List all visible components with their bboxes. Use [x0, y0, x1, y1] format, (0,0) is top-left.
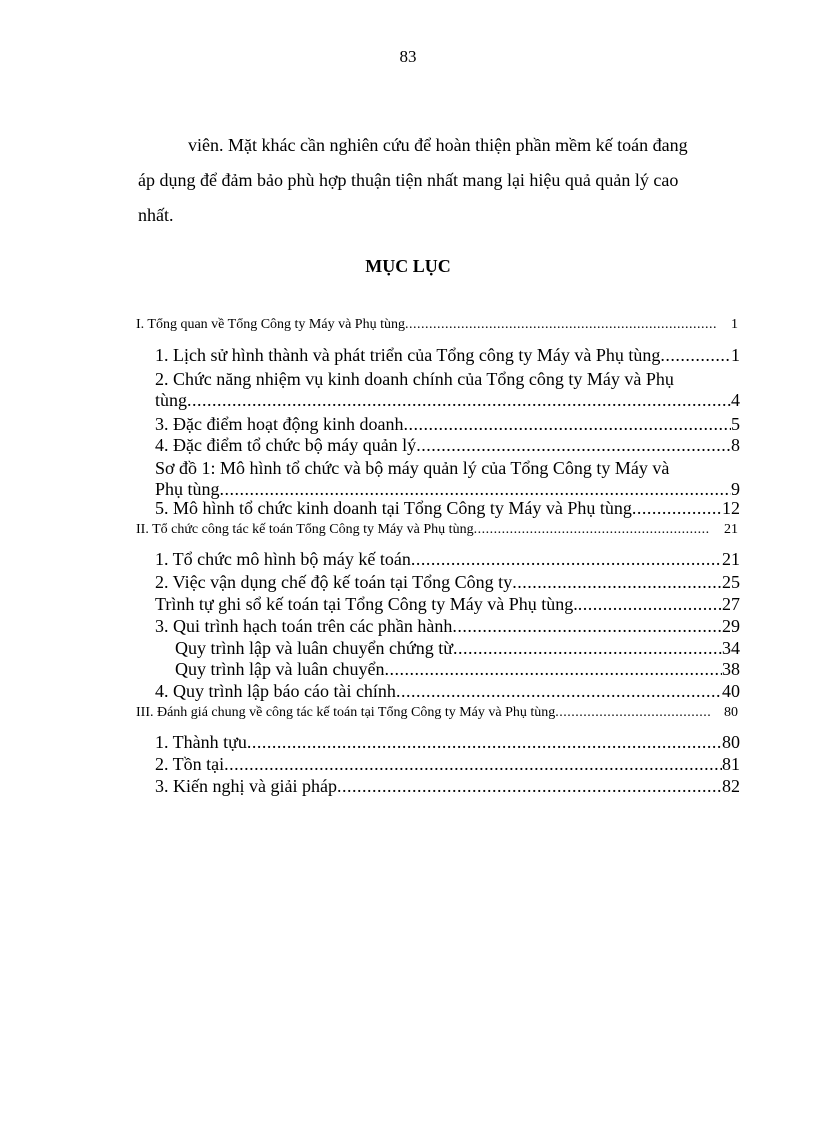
toc-leader [660, 345, 731, 366]
toc-leader [337, 776, 722, 797]
toc-label: 3. Kiến nghị và giải pháp [155, 776, 337, 796]
toc-page: 21 [724, 522, 738, 537]
toc-page: 9 [731, 479, 740, 499]
toc-label-line: tùng [155, 390, 188, 410]
intro-paragraph [138, 128, 720, 233]
toc-label-line: Phụ tùng [155, 479, 220, 499]
toc-page: 12 [722, 498, 740, 518]
toc-leader [474, 522, 710, 538]
toc-leader [416, 435, 731, 456]
toc-label: 4. Đặc điểm tổ chức bộ máy quản lý [155, 435, 417, 455]
toc-item[interactable] [155, 458, 740, 500]
toc-page: 29 [722, 616, 740, 636]
toc-leader [224, 754, 722, 775]
toc-item[interactable] [155, 616, 740, 637]
toc-item[interactable] [175, 659, 740, 680]
toc-leader [187, 390, 731, 411]
toc-section-3[interactable] [136, 705, 738, 721]
toc-section-1[interactable] [136, 317, 738, 333]
toc-label: 2. Tồn tại [155, 754, 225, 774]
toc-leader [578, 594, 722, 615]
toc-page: 27 [722, 594, 740, 614]
page-number: 83 [399, 47, 417, 66]
toc-item[interactable] [175, 638, 740, 659]
toc-label: 1. Tổ chức mô hình bộ máy kế toán [155, 549, 411, 569]
toc-leader [632, 498, 722, 519]
toc-label: 4. Quy trình lập báo cáo tài chính [155, 681, 396, 701]
toc-page: 4 [731, 390, 740, 410]
toc-label: 3. Đặc điểm hoạt động kinh doanh [155, 414, 404, 434]
toc-page: 8 [731, 435, 740, 455]
toc-label: 1. Lịch sử hình thành và phát triển của Tổng công ty Máy và Phụ tùng [155, 345, 661, 365]
toc-leader [512, 572, 722, 593]
toc-page: 80 [722, 732, 740, 752]
toc-leader [555, 705, 710, 721]
toc-item[interactable] [155, 681, 740, 702]
toc-leader [453, 638, 722, 659]
toc-leader [247, 732, 722, 753]
intro-line: nhất. [138, 205, 174, 225]
toc-page: 82 [722, 776, 740, 796]
toc-label: III. Đánh giá chung về công tác kế toán tại Tổng Công ty Máy và Phụ tùng [136, 705, 556, 720]
toc-item[interactable] [155, 435, 740, 456]
toc-label: 5. Mô hình tổ chức kinh doanh tại Tổng Công ty Máy và Phụ tùng [155, 498, 632, 518]
toc-label: II. Tổ chức công tác kế toán Tổng Công ty Máy và Phụ tùng [136, 522, 474, 537]
toc-item[interactable] [155, 594, 740, 615]
toc-label: 2. Việc vận dụng chế độ kế toán tại Tổng Công ty [155, 572, 513, 592]
toc-page: 1 [731, 317, 738, 332]
toc-item[interactable] [155, 549, 740, 570]
toc-page: 5 [731, 414, 740, 434]
toc-label: Trình tự ghi sổ kế toán tại Tổng Công ty Máy và Phụ tùng. [155, 594, 578, 614]
toc-page: 1 [731, 345, 740, 365]
toc-item[interactable] [155, 776, 740, 797]
toc-leader [220, 479, 731, 500]
toc-heading: MỤC LỤC [365, 256, 451, 276]
toc-item[interactable] [155, 369, 740, 411]
intro-line: viên. Mặt khác cần nghiên cứu để hoàn thiện phần mềm kế toán đang [188, 135, 688, 155]
toc-page: 80 [724, 705, 738, 720]
toc-page: 40 [722, 681, 740, 701]
toc-page: 38 [722, 659, 740, 679]
toc-item[interactable] [155, 754, 740, 775]
toc-leader [405, 317, 717, 333]
toc-label: 3. Qui trình hạch toán trên các phần hành [155, 616, 453, 636]
toc-item[interactable] [155, 414, 740, 435]
toc-label: Quy trình lập và luân chuyển [175, 659, 385, 679]
toc-label-line: 2. Chức năng nhiệm vụ kinh doanh chính của Tổng công ty Máy và Phụ [155, 369, 674, 389]
toc-label-line: Sơ đồ 1: Mô hình tổ chức và bộ máy quản lý của Tổng Công ty Máy và [155, 458, 670, 478]
toc-item[interactable] [155, 732, 740, 753]
toc-leader [403, 414, 731, 435]
toc-page: 81 [722, 754, 740, 774]
toc-leader [396, 681, 722, 702]
intro-line: áp dụng để đảm bảo phù hợp thuận tiện nhất mang lại hiệu quả quản lý cao [138, 170, 679, 190]
toc-item[interactable] [155, 345, 740, 366]
toc-page: 25 [722, 572, 740, 592]
toc-item[interactable] [155, 572, 740, 593]
toc-leader [411, 549, 722, 570]
toc-leader [384, 659, 722, 680]
toc-label: 1. Thành tựu [155, 732, 247, 752]
toc-page: 34 [722, 638, 740, 658]
toc-label: Quy trình lập và luân chuyển chứng từ [175, 638, 453, 658]
toc-page: 21 [722, 549, 740, 569]
toc-leader [452, 616, 722, 637]
toc-item[interactable] [155, 498, 740, 519]
toc-label: I. Tổng quan về Tổng Công ty Máy và Phụ tùng [136, 317, 405, 332]
toc-section-2[interactable] [136, 522, 738, 538]
